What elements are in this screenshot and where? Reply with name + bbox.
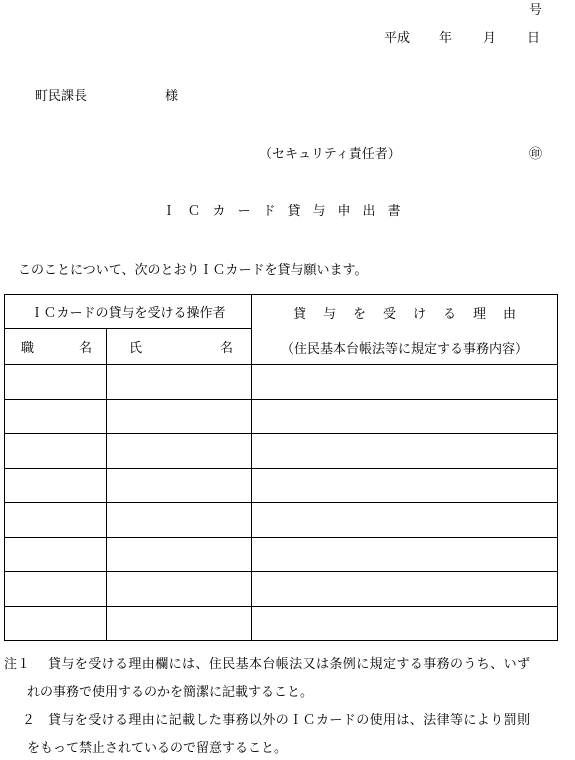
reason-cell[interactable] xyxy=(252,503,558,538)
note-1-line-1: 貸与を受ける理由欄には、住民基本台帳法又は条例に規定する事務のうち、いず xyxy=(48,657,531,672)
note-2-line-2: をもって禁止されているので留意すること。 xyxy=(27,741,288,756)
seal-icon: ㊞ xyxy=(529,147,543,162)
reason-header-cell xyxy=(252,295,558,365)
reason-cell[interactable] xyxy=(252,537,558,572)
date-year-unit: 年 xyxy=(439,31,453,46)
date-month-unit: 月 xyxy=(483,31,497,46)
name-cell[interactable] xyxy=(107,468,252,503)
table-row xyxy=(5,537,558,572)
name-cell[interactable] xyxy=(107,365,252,400)
job-cell[interactable] xyxy=(5,572,107,607)
table-row xyxy=(5,503,558,538)
job-cell[interactable] xyxy=(5,399,107,434)
table-row xyxy=(5,399,558,434)
table-row xyxy=(5,606,558,641)
name-cell[interactable] xyxy=(107,572,252,607)
note-2-line-1: 貸与を受ける理由に記載した事務以外のＩＣカードの使用は、法律等により罰則 xyxy=(48,713,531,728)
reason-cell[interactable] xyxy=(252,434,558,469)
job-cell[interactable] xyxy=(5,537,107,572)
name-cell[interactable] xyxy=(107,537,252,572)
table-row xyxy=(5,468,558,503)
job-header-char-2: 名 xyxy=(78,341,92,356)
table-row xyxy=(5,365,558,400)
name-header xyxy=(107,329,252,365)
job-cell[interactable] xyxy=(5,468,107,503)
name-cell[interactable] xyxy=(107,606,252,641)
intro-text: このことについて、次のとおりＩＣカードを貸与願います。 xyxy=(18,263,368,278)
job-cell[interactable] xyxy=(5,365,107,400)
document-title: ＩＣカード貸与申出書 xyxy=(162,204,413,219)
name-header-char-1: 氏 xyxy=(129,341,143,356)
note-1-marker: 注１ xyxy=(4,657,31,672)
date-era: 平成 xyxy=(384,31,411,46)
reason-cell[interactable] xyxy=(252,572,558,607)
job-cell[interactable] xyxy=(5,434,107,469)
name-header-char-2: 名 xyxy=(219,341,233,356)
date-day-unit: 日 xyxy=(527,31,541,46)
applicant-role: （セキュリティ責任者） xyxy=(259,147,401,162)
reason-subheader: （住民基本台帳法等に規定する事務内容） xyxy=(280,341,528,357)
reason-header: 貸与を受ける理由 xyxy=(292,306,533,322)
name-cell[interactable] xyxy=(107,503,252,538)
note-2-marker: ２ xyxy=(22,713,36,728)
name-cell[interactable] xyxy=(107,434,252,469)
reason-cell[interactable] xyxy=(252,399,558,434)
document-number-label: 号 xyxy=(528,3,542,18)
note-1-line-2: れの事務で使用するのかを簡潔に記載すること。 xyxy=(27,685,314,700)
table-row xyxy=(5,434,558,469)
job-cell[interactable] xyxy=(5,606,107,641)
name-cell[interactable] xyxy=(107,399,252,434)
reason-cell[interactable] xyxy=(252,365,558,400)
job-header-char-1: 職 xyxy=(21,341,35,356)
date-line xyxy=(384,32,540,45)
addressee-honorific: 様 xyxy=(165,89,179,104)
job-title-header xyxy=(5,329,107,365)
ic-card-lending-table xyxy=(4,294,558,641)
table-row xyxy=(5,572,558,607)
reason-cell[interactable] xyxy=(252,468,558,503)
addressee-name: 町民課長 xyxy=(35,89,88,104)
job-cell[interactable] xyxy=(5,503,107,538)
operator-header: ＩＣカードの貸与を受ける操作者 xyxy=(5,295,252,329)
reason-cell[interactable] xyxy=(252,606,558,641)
